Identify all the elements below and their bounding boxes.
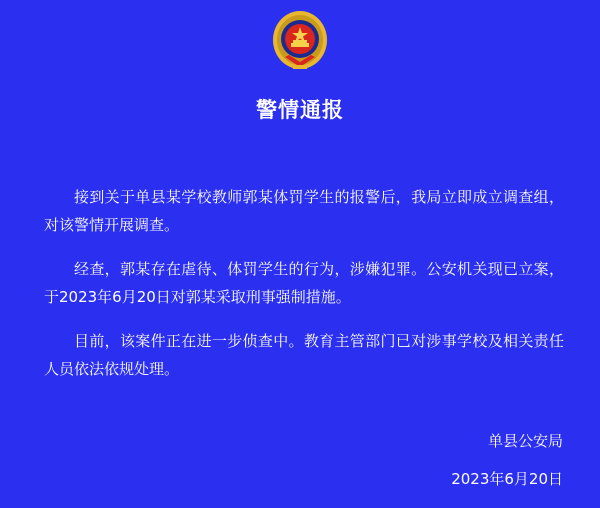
police-emblem-icon: [271, 9, 329, 71]
paragraph-report: 接到关于单县某学校教师郭某体罚学生的报警后，我局立即成立调查组，对该警情开展调查。: [44, 188, 564, 234]
paragraph-investigation: 经查，郭某存在虐待、体罚学生的行为，涉嫌犯罪。公安机关现已立案，于2023年6月20日对郭某采取刑事强制措施。: [44, 260, 564, 306]
signature-date: 2023年6月20日: [451, 470, 563, 488]
paragraph-status: 目前，该案件正在进一步侦查中。教育主管部门已对涉事学校及相关责任人员依法依规处理。: [44, 332, 564, 378]
signature-organization: 单县公安局: [487, 432, 563, 450]
notice-title: 警情通报: [256, 98, 344, 122]
